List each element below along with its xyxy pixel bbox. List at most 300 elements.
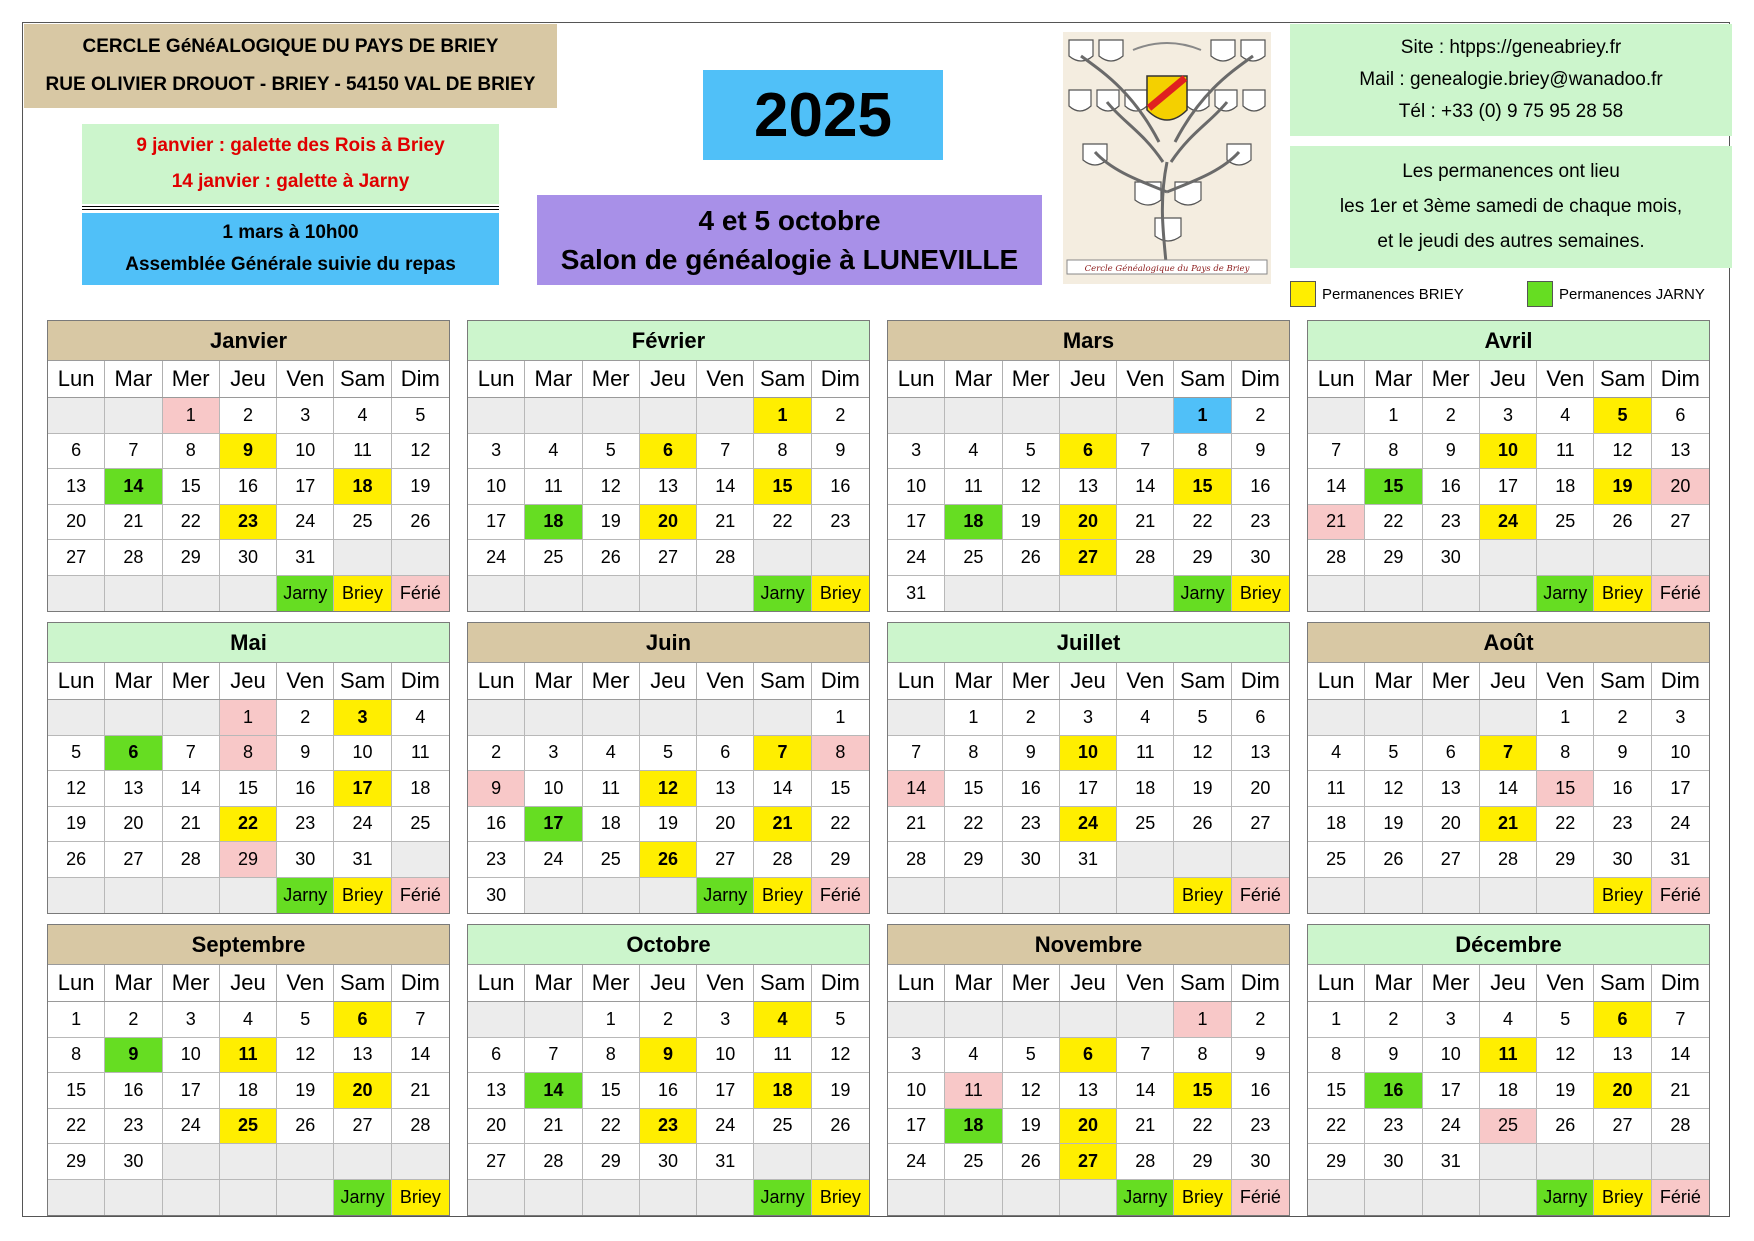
day-cell: 10 (163, 1038, 220, 1074)
day-cell (1365, 878, 1422, 914)
day-cell (640, 1180, 697, 1216)
day-cell: 5 (1365, 736, 1422, 772)
day-cell: 6 (640, 434, 697, 470)
weekday-header (468, 361, 869, 398)
day-cell: 31 (1423, 1144, 1480, 1180)
day-cell: 14 (163, 771, 220, 807)
day-cell: 7 (105, 434, 162, 470)
weekday-label: Lun (888, 663, 945, 699)
day-cell: 7 (1117, 434, 1174, 470)
weekday-label: Ven (1537, 663, 1594, 699)
day-cell: 23 (1365, 1109, 1422, 1145)
month-11 (1307, 924, 1710, 1216)
day-cell: 9 (1232, 1038, 1289, 1074)
day-cell: 26 (1003, 540, 1060, 576)
day-cell (163, 700, 220, 736)
day-cell (525, 576, 582, 612)
weekday-header (1308, 663, 1709, 700)
day-cell (1060, 398, 1117, 434)
day-cell: 17 (163, 1073, 220, 1109)
day-cell: 13 (697, 771, 754, 807)
day-cell: 19 (583, 505, 640, 541)
day-cell (105, 700, 162, 736)
day-cell (105, 1180, 162, 1216)
day-cell (392, 842, 449, 878)
legend-cell-briey: Briey (1232, 576, 1289, 612)
day-cell (754, 1144, 811, 1180)
day-cell (640, 878, 697, 914)
legend-swatch-briey (1290, 281, 1316, 307)
weekday-label: Dim (400, 366, 440, 391)
day-cell (1117, 842, 1174, 878)
legend-cell-briey: Briey (392, 1180, 449, 1216)
day-cell: 4 (945, 434, 1002, 470)
weekday-header (48, 361, 449, 398)
day-cell: 16 (1365, 1073, 1422, 1109)
day-cell: 11 (392, 736, 449, 772)
legend-cell-briey: Briey (1594, 1180, 1651, 1216)
weekday-label: Jeu (1060, 965, 1117, 1001)
day-cell: 6 (48, 434, 105, 470)
day-cell: 29 (812, 842, 869, 878)
day-cell: 27 (334, 1109, 391, 1145)
day-cell (945, 398, 1002, 434)
day-cell: 21 (1308, 505, 1365, 541)
day-cell: 12 (48, 771, 105, 807)
day-cell (1423, 700, 1480, 736)
day-cell: 4 (1308, 736, 1365, 772)
day-cell: 21 (525, 1109, 582, 1145)
day-cell: 16 (812, 469, 869, 505)
day-cell: 27 (697, 842, 754, 878)
day-cell: 22 (754, 505, 811, 541)
day-cell: 2 (1365, 1002, 1422, 1038)
day-cell: 2 (468, 736, 525, 772)
legend-cell-jarny: Jarny (754, 1180, 811, 1216)
legend-cell-jarny: Jarny (697, 878, 754, 914)
day-cell: 15 (163, 469, 220, 505)
month-title: Janvier (48, 321, 449, 361)
weekday-header (48, 663, 449, 700)
day-cell (468, 576, 525, 612)
day-cell: 17 (1423, 1073, 1480, 1109)
day-cell (48, 700, 105, 736)
salon-text: Salon de généalogie à LUNEVILLE (560, 243, 1019, 275)
day-cell: 4 (1117, 700, 1174, 736)
day-cell: 16 (1423, 469, 1480, 505)
day-cell (48, 398, 105, 434)
day-cell: 19 (812, 1073, 869, 1109)
weekday-label: Dim (400, 668, 440, 693)
day-cell: 1 (1174, 1002, 1231, 1038)
day-cell: 22 (1365, 505, 1422, 541)
day-cell: 3 (1060, 700, 1117, 736)
day-cell: 31 (888, 576, 945, 612)
day-grid (1308, 1002, 1709, 1215)
day-cell: 23 (468, 842, 525, 878)
weekday-label: Ven (697, 965, 754, 1001)
day-cell: 11 (220, 1038, 277, 1074)
weekday-label: Ven (277, 361, 334, 397)
day-cell: 13 (1594, 1038, 1651, 1074)
day-cell: 2 (1232, 398, 1289, 434)
day-cell: 5 (1003, 434, 1060, 470)
weekday-label: Mar (525, 361, 582, 397)
day-cell: 1 (163, 398, 220, 434)
events-box (82, 124, 499, 204)
month-title: Avril (1308, 321, 1709, 361)
day-cell (163, 576, 220, 612)
day-cell: 14 (1117, 469, 1174, 505)
permanence-box (1290, 146, 1732, 268)
day-grid (48, 700, 449, 913)
day-cell: 11 (334, 434, 391, 470)
weekday-label: Mer (1003, 361, 1060, 397)
day-cell: 2 (640, 1002, 697, 1038)
month-title: Février (468, 321, 869, 361)
day-cell: 18 (583, 807, 640, 843)
month-1 (467, 320, 870, 612)
day-grid (888, 700, 1289, 913)
day-cell: 17 (468, 505, 525, 541)
day-cell: 3 (1480, 398, 1537, 434)
day-cell: 17 (697, 1073, 754, 1109)
day-cell: 6 (1060, 1038, 1117, 1074)
day-cell: 21 (1117, 505, 1174, 541)
day-cell: 3 (163, 1002, 220, 1038)
legend-cell-jarny: Jarny (1117, 1180, 1174, 1216)
weekday-header (888, 663, 1289, 700)
day-cell: 25 (220, 1109, 277, 1145)
day-cell: 12 (1003, 1073, 1060, 1109)
day-cell: 1 (583, 1002, 640, 1038)
day-cell (583, 576, 640, 612)
day-cell: 18 (945, 1109, 1002, 1145)
weekday-label: Jeu (220, 663, 277, 699)
day-cell: 6 (105, 736, 162, 772)
day-cell: 9 (1423, 434, 1480, 470)
day-cell: 8 (945, 736, 1002, 772)
day-cell: 5 (583, 434, 640, 470)
day-cell: 19 (1003, 1109, 1060, 1145)
day-cell: 29 (163, 540, 220, 576)
day-cell: 11 (1117, 736, 1174, 772)
weekday-label: Jeu (1480, 965, 1537, 1001)
day-cell: 3 (334, 700, 391, 736)
month-title: Septembre (48, 925, 449, 965)
day-cell: 28 (1480, 842, 1537, 878)
day-cell (1423, 576, 1480, 612)
day-cell: 2 (105, 1002, 162, 1038)
event-line: 14 janvier : galette à Jarny (171, 171, 410, 192)
day-cell: 5 (48, 736, 105, 772)
day-cell: 3 (1652, 700, 1709, 736)
day-cell: 14 (1308, 469, 1365, 505)
day-cell (945, 576, 1002, 612)
day-cell: 28 (525, 1144, 582, 1180)
day-cell: 23 (812, 505, 869, 541)
day-cell: 26 (1365, 842, 1422, 878)
day-cell: 22 (163, 505, 220, 541)
day-cell (1594, 1144, 1651, 1180)
day-cell: 4 (754, 1002, 811, 1038)
day-cell (1060, 878, 1117, 914)
day-cell: 11 (1308, 771, 1365, 807)
divider (82, 206, 499, 207)
month-9 (467, 924, 870, 1216)
day-cell: 8 (220, 736, 277, 772)
day-grid (48, 1002, 449, 1215)
day-cell: 28 (1117, 1144, 1174, 1180)
day-cell (1480, 700, 1537, 736)
legend-cell-briey: Briey (1174, 1180, 1231, 1216)
weekday-label: Sam (1174, 663, 1231, 699)
day-cell: 19 (1003, 505, 1060, 541)
day-cell: 21 (697, 505, 754, 541)
day-cell: 16 (220, 469, 277, 505)
day-cell: 27 (105, 842, 162, 878)
day-cell: 16 (1003, 771, 1060, 807)
day-cell: 19 (1174, 771, 1231, 807)
weekday-header (1308, 965, 1709, 1002)
month-title: Juillet (888, 623, 1289, 663)
day-cell: 8 (1365, 434, 1422, 470)
weekday-label: Sam (754, 965, 811, 1001)
weekday-label: Jeu (1060, 361, 1117, 397)
weekday-label: Lun (1308, 663, 1365, 699)
day-cell: 12 (392, 434, 449, 470)
month-8 (47, 924, 450, 1216)
day-cell: 11 (1537, 434, 1594, 470)
weekday-label: Sam (1174, 965, 1231, 1001)
day-cell: 28 (888, 842, 945, 878)
day-cell: 29 (1365, 540, 1422, 576)
day-cell (277, 1144, 334, 1180)
permanence-line: et le jeudi des autres semaines. (1377, 231, 1645, 253)
day-cell: 25 (945, 1144, 1002, 1180)
day-cell (525, 1002, 582, 1038)
day-cell: 9 (812, 434, 869, 470)
day-cell (1003, 878, 1060, 914)
day-cell: 19 (1365, 807, 1422, 843)
day-cell: 4 (334, 398, 391, 434)
day-cell: 5 (277, 1002, 334, 1038)
day-cell: 28 (392, 1109, 449, 1145)
legend-cell-briey: Briey (812, 576, 869, 612)
legend-cell-briey: Briey (334, 878, 391, 914)
weekday-label: Ven (1537, 965, 1594, 1001)
month-6 (887, 622, 1290, 914)
day-cell (945, 878, 1002, 914)
weekday-label: Mer (163, 663, 220, 699)
day-cell: 10 (1652, 736, 1709, 772)
day-cell: 20 (697, 807, 754, 843)
day-cell: 30 (220, 540, 277, 576)
day-cell (888, 1180, 945, 1216)
day-cell: 31 (1060, 842, 1117, 878)
day-cell (468, 1180, 525, 1216)
weekday-label: Jeu (1060, 663, 1117, 699)
day-cell (888, 878, 945, 914)
day-cell: 17 (888, 1109, 945, 1145)
day-cell: 20 (1423, 807, 1480, 843)
day-cell (697, 576, 754, 612)
day-cell: 16 (640, 1073, 697, 1109)
day-cell: 25 (1308, 842, 1365, 878)
day-cell: 27 (1060, 1144, 1117, 1180)
weekday-label: Ven (1117, 663, 1174, 699)
day-cell: 19 (392, 469, 449, 505)
day-cell: 14 (1652, 1038, 1709, 1074)
day-cell (525, 700, 582, 736)
legend-cell-jarny: Jarny (1537, 1180, 1594, 1216)
weekday-label: Mar (1365, 965, 1422, 1001)
weekday-label: Jeu (1480, 663, 1537, 699)
day-cell: 13 (1060, 469, 1117, 505)
day-cell: 23 (640, 1109, 697, 1145)
day-cell: 26 (812, 1109, 869, 1145)
day-cell: 27 (1594, 1109, 1651, 1145)
day-cell: 20 (1060, 1109, 1117, 1145)
day-cell: 20 (105, 807, 162, 843)
weekday-label: Mer (163, 361, 220, 397)
day-cell: 24 (697, 1109, 754, 1145)
day-cell (1652, 1144, 1709, 1180)
day-cell: 8 (1174, 1038, 1231, 1074)
day-cell: 8 (812, 736, 869, 772)
weekday-label: Sam (1174, 361, 1231, 397)
day-cell: 13 (105, 771, 162, 807)
day-cell: 8 (48, 1038, 105, 1074)
day-cell: 17 (334, 771, 391, 807)
weekday-label: Mer (1003, 965, 1060, 1001)
weekday-label: Lun (1308, 965, 1365, 1001)
weekday-label: Mer (1423, 361, 1480, 397)
day-cell (640, 398, 697, 434)
weekday-label: Dim (1660, 970, 1700, 995)
weekday-label: Ven (697, 663, 754, 699)
day-cell: 21 (1117, 1109, 1174, 1145)
event-line: 9 janvier : galette des Rois à Briey (136, 135, 445, 156)
day-cell: 10 (277, 434, 334, 470)
day-cell: 22 (220, 807, 277, 843)
day-cell: 15 (1537, 771, 1594, 807)
contact-box (1290, 24, 1732, 136)
weekday-label: Ven (277, 965, 334, 1001)
assembly-date: 1 mars à 10h00 (222, 222, 359, 243)
day-cell: 31 (697, 1144, 754, 1180)
day-cell: 23 (1003, 807, 1060, 843)
weekday-label: Dim (820, 970, 860, 995)
day-cell: 27 (468, 1144, 525, 1180)
day-cell: 2 (1594, 700, 1651, 736)
day-cell: 30 (468, 878, 525, 914)
day-cell: 30 (277, 842, 334, 878)
day-cell: 10 (525, 771, 582, 807)
assembly-text: Assemblée Générale suivie du repas (125, 254, 456, 275)
day-cell: 5 (640, 736, 697, 772)
weekday-header (468, 965, 869, 1002)
day-cell: 2 (277, 700, 334, 736)
weekday-label: Mer (1423, 663, 1480, 699)
day-cell: 1 (945, 700, 1002, 736)
day-cell: 31 (334, 842, 391, 878)
day-cell: 6 (1652, 398, 1709, 434)
day-cell: 11 (945, 469, 1002, 505)
legend-briey (1290, 280, 1464, 308)
day-cell (1060, 576, 1117, 612)
day-cell: 27 (1423, 842, 1480, 878)
day-cell: 18 (334, 469, 391, 505)
day-cell (48, 576, 105, 612)
day-cell (1308, 700, 1365, 736)
day-cell: 8 (754, 434, 811, 470)
day-cell (48, 1180, 105, 1216)
day-cell: 12 (1365, 771, 1422, 807)
weekday-label: Mer (163, 965, 220, 1001)
day-cell (583, 700, 640, 736)
day-cell: 26 (1594, 505, 1651, 541)
day-cell: 22 (48, 1109, 105, 1145)
day-cell: 21 (754, 807, 811, 843)
day-cell: 5 (1537, 1002, 1594, 1038)
weekday-label: Mar (1365, 663, 1422, 699)
day-cell (220, 576, 277, 612)
day-cell: 25 (583, 842, 640, 878)
day-cell: 22 (812, 807, 869, 843)
day-cell: 24 (334, 807, 391, 843)
day-cell (334, 540, 391, 576)
legend-cell-briey: Briey (754, 878, 811, 914)
day-cell (1365, 700, 1422, 736)
legend-cell-jarny: Jarny (754, 576, 811, 612)
day-cell: 5 (812, 1002, 869, 1038)
day-cell: 15 (583, 1073, 640, 1109)
day-cell: 16 (1594, 771, 1651, 807)
mail-text: Mail : genealogie.briey@wanadoo.fr (1359, 69, 1663, 90)
day-cell: 7 (754, 736, 811, 772)
weekday-label: Mer (583, 965, 640, 1001)
weekday-label: Ven (277, 663, 334, 699)
weekday-header (48, 965, 449, 1002)
day-cell: 8 (163, 434, 220, 470)
day-cell: 23 (1232, 505, 1289, 541)
day-cell: 28 (1308, 540, 1365, 576)
day-cell (1003, 576, 1060, 612)
day-cell: 22 (1174, 1109, 1231, 1145)
day-cell (163, 1180, 220, 1216)
weekday-label: Lun (888, 965, 945, 1001)
family-tree-icon (1063, 32, 1271, 284)
day-grid (1308, 700, 1709, 913)
day-cell: 21 (1480, 807, 1537, 843)
weekday-label: Sam (334, 663, 391, 699)
day-cell: 5 (1003, 1038, 1060, 1074)
day-cell: 26 (583, 540, 640, 576)
day-cell (1480, 1180, 1537, 1216)
month-title: Décembre (1308, 925, 1709, 965)
weekday-label: Lun (468, 361, 525, 397)
day-cell (1060, 1002, 1117, 1038)
day-cell: 16 (105, 1073, 162, 1109)
day-cell: 24 (1652, 807, 1709, 843)
day-cell (220, 1180, 277, 1216)
legend-cell-jarny: Jarny (1174, 576, 1231, 612)
day-cell: 28 (163, 842, 220, 878)
day-cell: 5 (392, 398, 449, 434)
day-cell: 20 (48, 505, 105, 541)
day-cell: 15 (48, 1073, 105, 1109)
